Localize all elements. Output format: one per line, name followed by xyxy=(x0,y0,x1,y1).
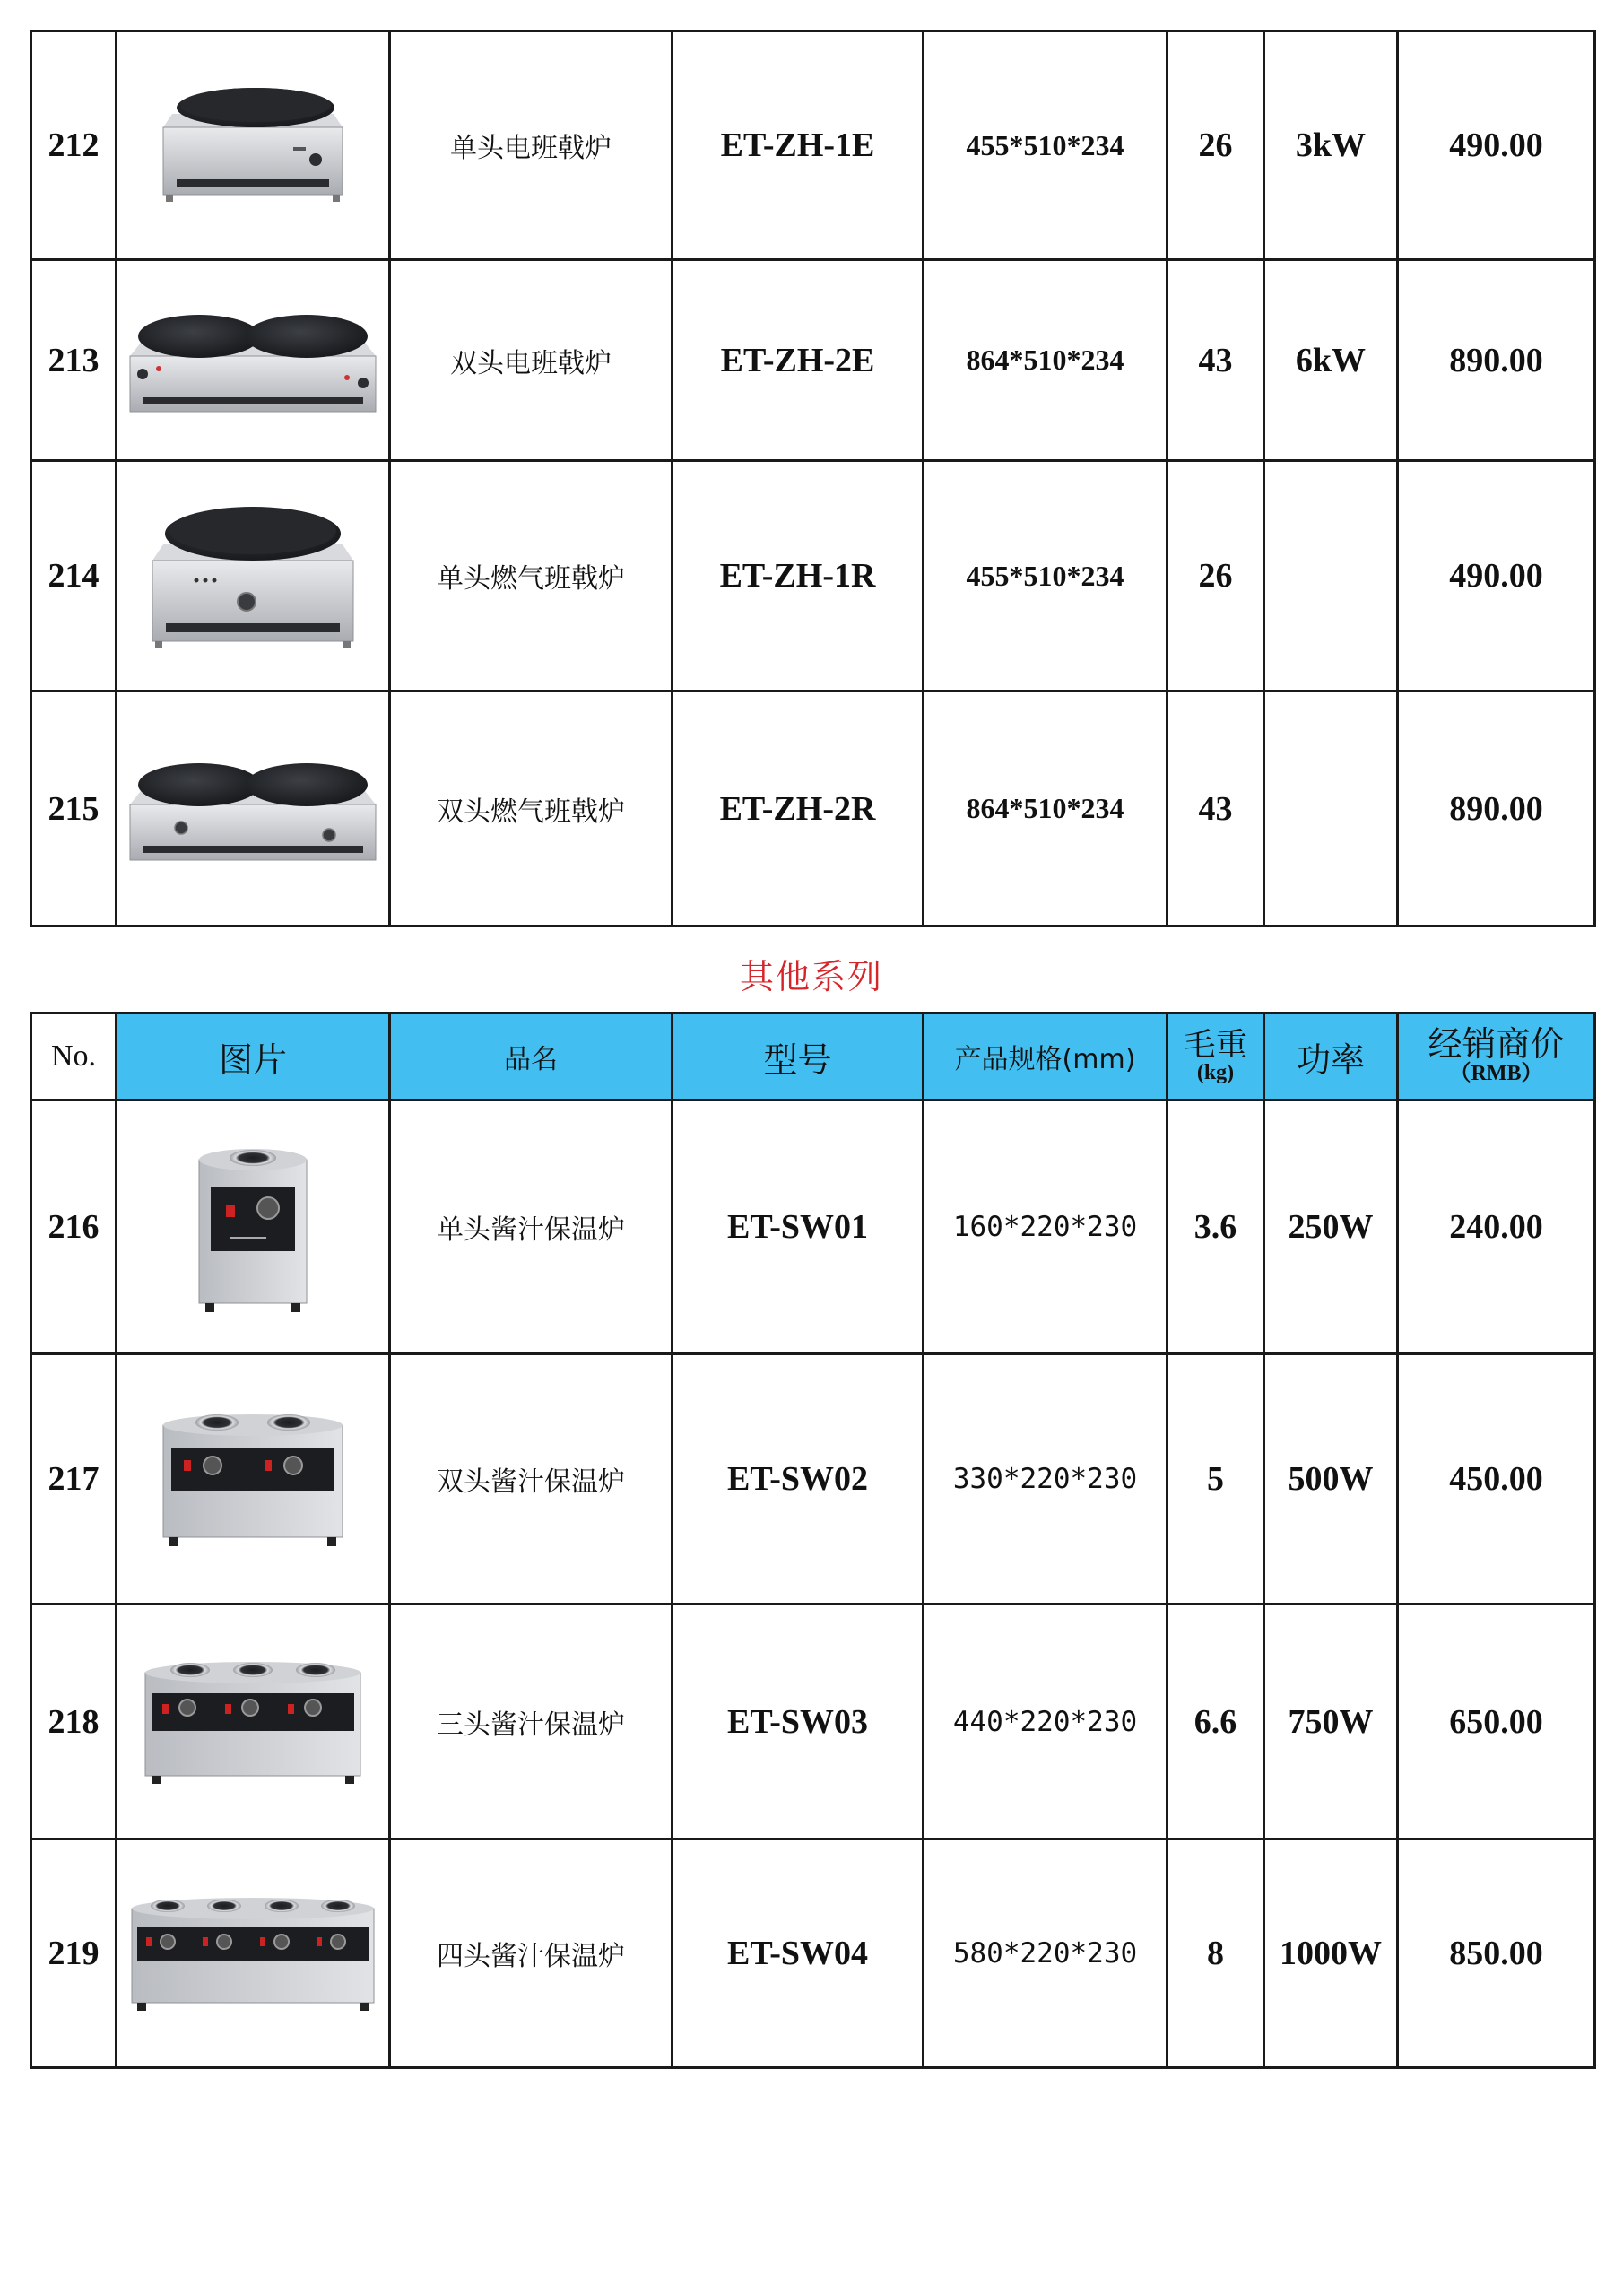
header-power: 功率 xyxy=(1264,1013,1398,1100)
product-model: ET-SW01 xyxy=(673,1100,924,1354)
product-image xyxy=(117,260,390,461)
product-spec: 330*220*230 xyxy=(924,1354,1167,1605)
header-weight-unit: (kg) xyxy=(1196,1061,1235,1085)
header-image: 图片 xyxy=(117,1013,390,1100)
product-spec: 455*510*234 xyxy=(924,31,1167,260)
item-number: 213 xyxy=(31,260,117,461)
header-spec: 产品规格(mm) xyxy=(924,1013,1167,1100)
product-spec: 160*220*230 xyxy=(924,1100,1167,1354)
item-number: 212 xyxy=(31,31,117,260)
product-price: 850.00 xyxy=(1398,1839,1595,2068)
item-number: 215 xyxy=(31,691,117,926)
product-power: 250W xyxy=(1264,1100,1398,1354)
product-image xyxy=(117,1354,390,1605)
product-image xyxy=(117,1839,390,2068)
header-weight xyxy=(1167,1013,1264,1100)
product-name: 三头酱汁保温炉 xyxy=(390,1605,673,1839)
product-name: 双头燃气班戟炉 xyxy=(390,691,673,926)
single-electric-crepe-maker-image xyxy=(150,74,356,217)
product-name: 双头酱汁保温炉 xyxy=(390,1354,673,1605)
product-price: 490.00 xyxy=(1398,461,1595,691)
product-model: ET-SW03 xyxy=(673,1605,924,1839)
product-model: ET-ZH-2R xyxy=(673,691,924,926)
section-title: 其他系列 xyxy=(739,957,883,996)
product-image xyxy=(117,461,390,691)
product-weight: 43 xyxy=(1167,691,1264,926)
double-sauce-warmer-image xyxy=(150,1403,356,1555)
product-image xyxy=(117,691,390,926)
product-power xyxy=(1264,461,1398,691)
table-row xyxy=(31,1354,1595,1605)
item-number: 218 xyxy=(31,1605,117,1839)
header-price-unit: （RMB） xyxy=(1449,1062,1543,1086)
product-weight: 26 xyxy=(1167,461,1264,691)
product-weight: 8 xyxy=(1167,1839,1264,2068)
item-number: 214 xyxy=(31,461,117,691)
product-weight: 3.6 xyxy=(1167,1100,1264,1354)
product-price: 490.00 xyxy=(1398,31,1595,260)
product-image xyxy=(117,31,390,260)
product-weight: 5 xyxy=(1167,1354,1264,1605)
product-model: ET-ZH-2E xyxy=(673,260,924,461)
product-model: ET-ZH-1E xyxy=(673,31,924,260)
table-row xyxy=(31,31,1595,260)
product-spec: 864*510*234 xyxy=(924,691,1167,926)
product-price: 650.00 xyxy=(1398,1605,1595,1839)
header-name: 品名 xyxy=(390,1013,673,1100)
header-no: No. xyxy=(31,1013,117,1100)
product-power: 750W xyxy=(1264,1605,1398,1839)
product-image xyxy=(117,1100,390,1354)
single-sauce-warmer-image xyxy=(177,1133,329,1321)
product-model: ET-SW04 xyxy=(673,1839,924,2068)
header-price-label: 经销商价 xyxy=(1428,1024,1565,1065)
single-gas-crepe-maker-image xyxy=(141,491,365,661)
product-spec: 440*220*230 xyxy=(924,1605,1167,1839)
double-electric-crepe-maker-image xyxy=(123,293,383,428)
product-name: 双头电班戟炉 xyxy=(390,260,673,461)
product-name: 四头酱汁保温炉 xyxy=(390,1839,673,2068)
product-price: 890.00 xyxy=(1398,691,1595,926)
product-weight: 43 xyxy=(1167,260,1264,461)
table-row xyxy=(31,1839,1595,2068)
product-spec: 580*220*230 xyxy=(924,1839,1167,2068)
product-weight: 26 xyxy=(1167,31,1264,260)
product-power: 500W xyxy=(1264,1354,1398,1605)
product-name: 单头酱汁保温炉 xyxy=(390,1100,673,1354)
double-gas-crepe-maker-image xyxy=(123,742,383,876)
table-row xyxy=(31,1605,1595,1839)
product-spec: 455*510*234 xyxy=(924,461,1167,691)
product-model: ET-SW02 xyxy=(673,1354,924,1605)
product-power xyxy=(1264,691,1398,926)
header-weight-label: 毛重 xyxy=(1183,1026,1248,1064)
table-row xyxy=(31,691,1595,926)
product-price: 240.00 xyxy=(1398,1100,1595,1354)
item-number: 216 xyxy=(31,1100,117,1354)
table-row xyxy=(31,461,1595,691)
table-row xyxy=(31,260,1595,461)
item-number: 217 xyxy=(31,1354,117,1605)
product-image xyxy=(117,1605,390,1839)
product-model: ET-ZH-1R xyxy=(673,461,924,691)
product-name: 单头燃气班戟炉 xyxy=(390,461,673,691)
product-spec: 864*510*234 xyxy=(924,260,1167,461)
product-power: 6kW xyxy=(1264,260,1398,461)
sauce-warmer-table xyxy=(30,1012,1596,2069)
product-price: 450.00 xyxy=(1398,1354,1595,1605)
product-weight: 6.6 xyxy=(1167,1605,1264,1839)
table-row xyxy=(31,1100,1595,1354)
product-power: 1000W xyxy=(1264,1839,1398,2068)
product-price: 890.00 xyxy=(1398,260,1595,461)
header-price xyxy=(1398,1013,1595,1100)
quad-sauce-warmer-image xyxy=(123,1886,383,2021)
product-power: 3kW xyxy=(1264,31,1398,260)
triple-sauce-warmer-image xyxy=(132,1650,374,1794)
crepe-maker-table xyxy=(30,30,1596,927)
product-name: 单头电班戟炉 xyxy=(390,31,673,260)
item-number: 219 xyxy=(31,1839,117,2068)
table-header-row xyxy=(31,1013,1595,1100)
header-model: 型号 xyxy=(673,1013,924,1100)
